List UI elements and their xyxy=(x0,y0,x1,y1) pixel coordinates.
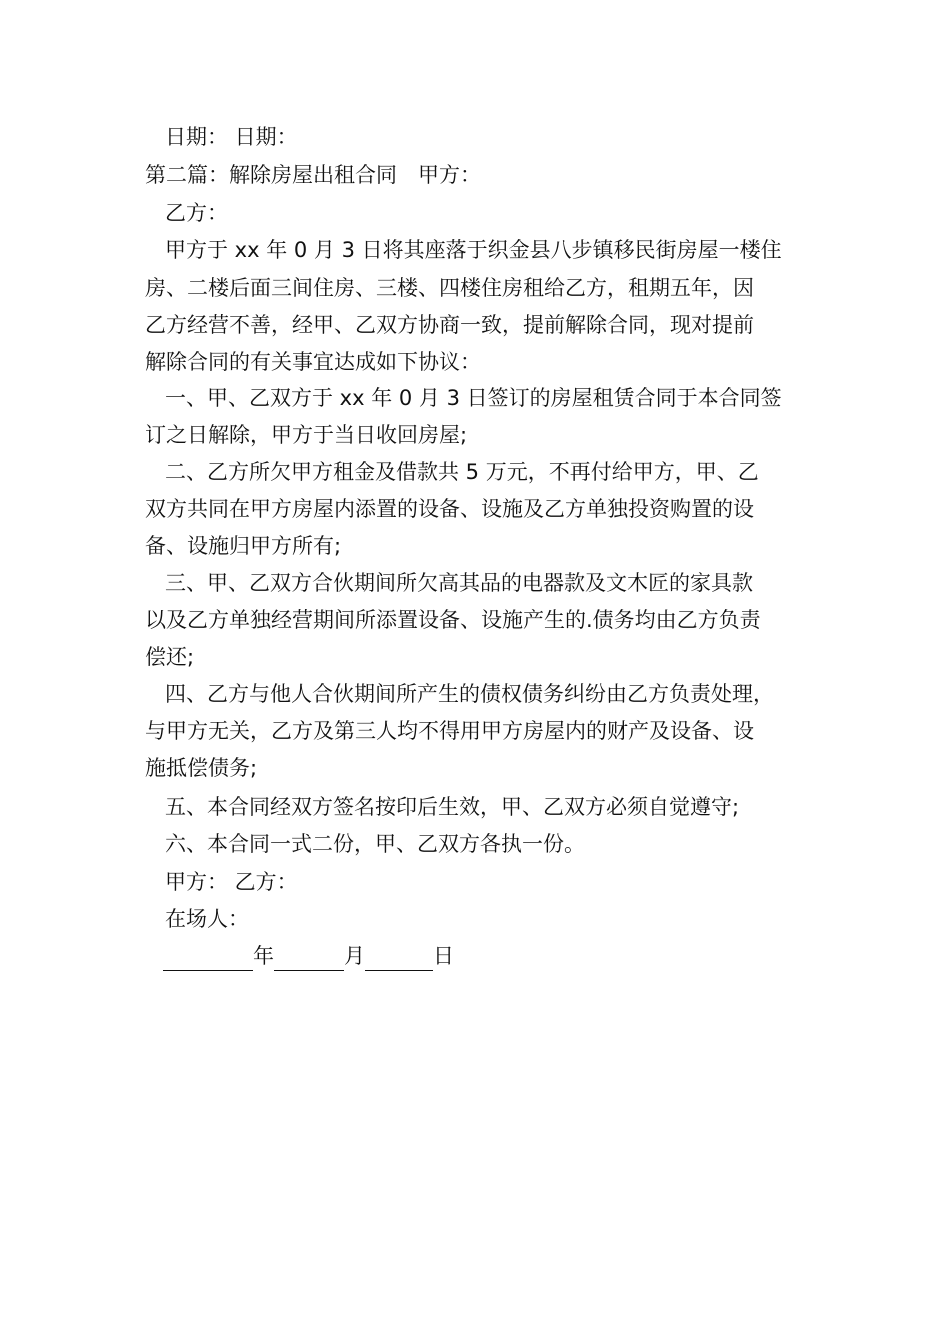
clause-3-line: 三、甲、乙双方合伙期间所欠高其品的电器款及文木匠的家具款 xyxy=(165,571,753,595)
intro-line: 解除合同的有关事宜达成如下协议： xyxy=(145,350,481,374)
intro-line: 甲方于 xx 年 0 月 3 日将其座落于织金县八步镇移民街房屋一楼住 xyxy=(165,238,782,262)
clause-3-line: 偿还; xyxy=(145,645,195,669)
clause-4-line: 与甲方无关，乙方及第三人均不得用甲方房屋内的财产及设备、设 xyxy=(145,719,754,743)
header-dates: 日期： 日期： xyxy=(165,125,298,149)
day-blank[interactable] xyxy=(365,948,433,971)
witness-label: 在场人： xyxy=(165,907,249,931)
section-title: 第二篇：解除房屋出租合同 甲方： xyxy=(145,163,481,187)
signature-line: 甲方： 乙方： xyxy=(165,870,298,894)
clause-3-line: 以及乙方单独经营期间所添置设备、设施产生的.债务均由乙方负责 xyxy=(145,608,761,632)
clause-2-line: 二、乙方所欠甲方租金及借款共 5 万元，不再付给甲方，甲、乙 xyxy=(165,460,759,484)
year-label: 年 xyxy=(253,944,274,968)
clause-2-line: 备、设施归甲方所有; xyxy=(145,534,342,558)
clause-1-line: 一、甲、乙双方于 xx 年 0 月 3 日签订的房屋租赁合同于本合同签 xyxy=(165,386,782,410)
clause-6: 六、本合同一式二份，甲、乙双方各执一份。 xyxy=(165,832,585,856)
month-blank[interactable] xyxy=(274,948,344,971)
clause-2-line: 双方共同在甲方房屋内添置的设备、设施及乙方单独投资购置的设 xyxy=(145,497,754,521)
clause-4-line: 四、乙方与他人合伙期间所产生的债权债务纠纷由乙方负责处理， xyxy=(165,682,774,706)
year-blank[interactable] xyxy=(163,948,253,971)
clause-5: 五、本合同经双方签名按印后生效，甲、乙双方必须自觉遵守; xyxy=(165,795,740,819)
clause-1-line: 订之日解除，甲方于当日收回房屋; xyxy=(145,423,468,447)
day-label: 日 xyxy=(433,944,454,968)
intro-line: 房、二楼后面三间住房、三楼、四楼住房租给乙方，租期五年，因 xyxy=(145,276,754,300)
party-b-label: 乙方： xyxy=(165,201,228,225)
intro-line: 乙方经营不善，经甲、乙双方协商一致，提前解除合同，现对提前 xyxy=(145,313,754,337)
date-line xyxy=(163,941,454,971)
month-label: 月 xyxy=(344,944,365,968)
clause-4-line: 施抵偿债务; xyxy=(145,756,258,780)
